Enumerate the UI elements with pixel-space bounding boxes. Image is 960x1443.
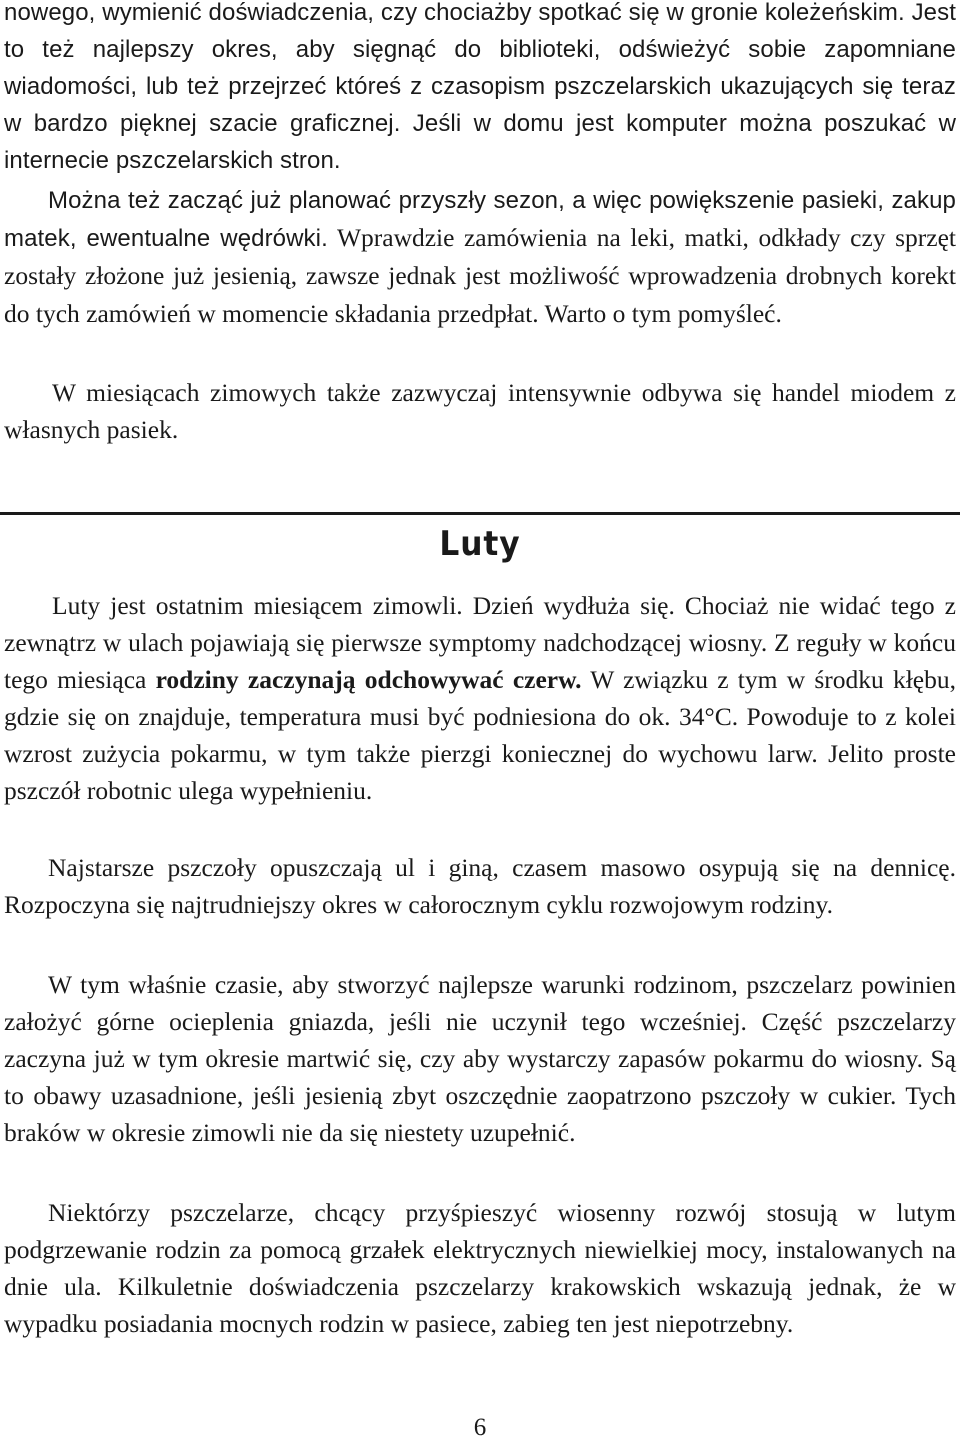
emphasis-text: rodziny zaczynają odchowywać czerw. <box>155 665 582 694</box>
paragraph-text-serif: Wprawdzie zamówienia na leki, matki, odkłady czy sprzęt zostały złożone już jesienią, zawsze jednak jest możliwość wprowadzenia drobnych korekt do tych zamówień w momencie składania przedpłat. Warto o tym pomyśleć. <box>4 223 956 328</box>
paragraph-heating <box>4 1194 956 1342</box>
paragraph-planning <box>4 182 956 333</box>
paragraph-text: W miesiącach zimowych także zazwyczaj intensywnie odbywa się handel miodem z własnych pasiek. <box>4 378 956 444</box>
paragraph-intro-continued <box>4 0 956 179</box>
paragraph-text: Najstarsze pszczoły opuszczają ul i giną, czasem masowo osypują się na dennicę. Rozpoczyna się najtrudniejszy okres w całorocznym cyklu rozwojowym rodziny. <box>4 853 956 919</box>
paragraph-february-intro <box>4 587 956 809</box>
page-number: 6 <box>473 1414 487 1441</box>
paragraph-old-bees <box>4 849 956 923</box>
paragraph-honey-trade <box>4 374 956 448</box>
paragraph-text: W tym właśnie czasie, aby stworzyć najlepsze warunki rodzinom, pszczelarz powinien założyć górne ocieplenia gniazda, jeśli nie uczynił tego wcześniej. Część pszczelarzy zaczyna już w tym okresie martwić się, czy aby wystarczy zapasów pokarmu do wiosny. Są to obawy uzasadnione, jeśli jesienią zbyt oszczędnie zaopatrzono pszczoły w cukier. Tych braków w okresie zimowli nie da się niestety uzupełnić. <box>4 970 956 1147</box>
paragraph-text: nowego, wymienić doświadczenia, czy chociażby spotkać się w gronie koleżeńskim. Jest to też najlepszy okres, aby sięgnąć do biblioteki, odświeżyć sobie zapomniane wiadomości, lub też przejrzeć któreś z czasopism pszczelarskich ukazujących się teraz w bardzo pięknej szacie graficznej. Jeśli w domu jest komputer można poszukać w internecie pszczelarskich stron. <box>4 0 956 174</box>
section-heading: Luty <box>439 524 521 564</box>
paragraph-insulation <box>4 966 956 1151</box>
paragraph-text: W związku z tym w środku kłębu, gdzie się on znajduje, temperatura musi być podniesiona do ok. 34°C. Powoduje to z kolei wzrost zużycia pokarmu, w tym także pierzgi koniecznej do wychowu larw. Jelito proste pszczół robotnic ulega wypełnieniu. <box>4 665 956 805</box>
section-divider <box>0 512 960 515</box>
paragraph-text: Niektórzy pszczelarze, chcący przyśpieszyć wiosenny rozwój stosują w lutym podgrzewanie rodzin za pomocą grzałek elektrycznych niewielkiej mocy, instalowanych na dnie ula. Kilkuletnie doświadczenia pszczelarzy krakowskich wskazują jednak, że w wypadku posiadania mocnych rodzin w pasiece, zabieg ten jest niepotrzebny. <box>4 1198 956 1338</box>
paragraph-text-sans: Można też zacząć już planować przyszły sezon, a więc powiększenie pasieki, zakup matek, ewentualne wędrówki. <box>4 187 956 252</box>
paragraph-text: Luty jest ostatnim miesiącem zimowli. Dzień wydłuża się. Chociaż nie widać tego z zewnątrz w ulach pojawiają się pierwsze symptomy nadchodzącej wiosny. Z reguły w końcu tego miesiąca <box>4 591 956 694</box>
